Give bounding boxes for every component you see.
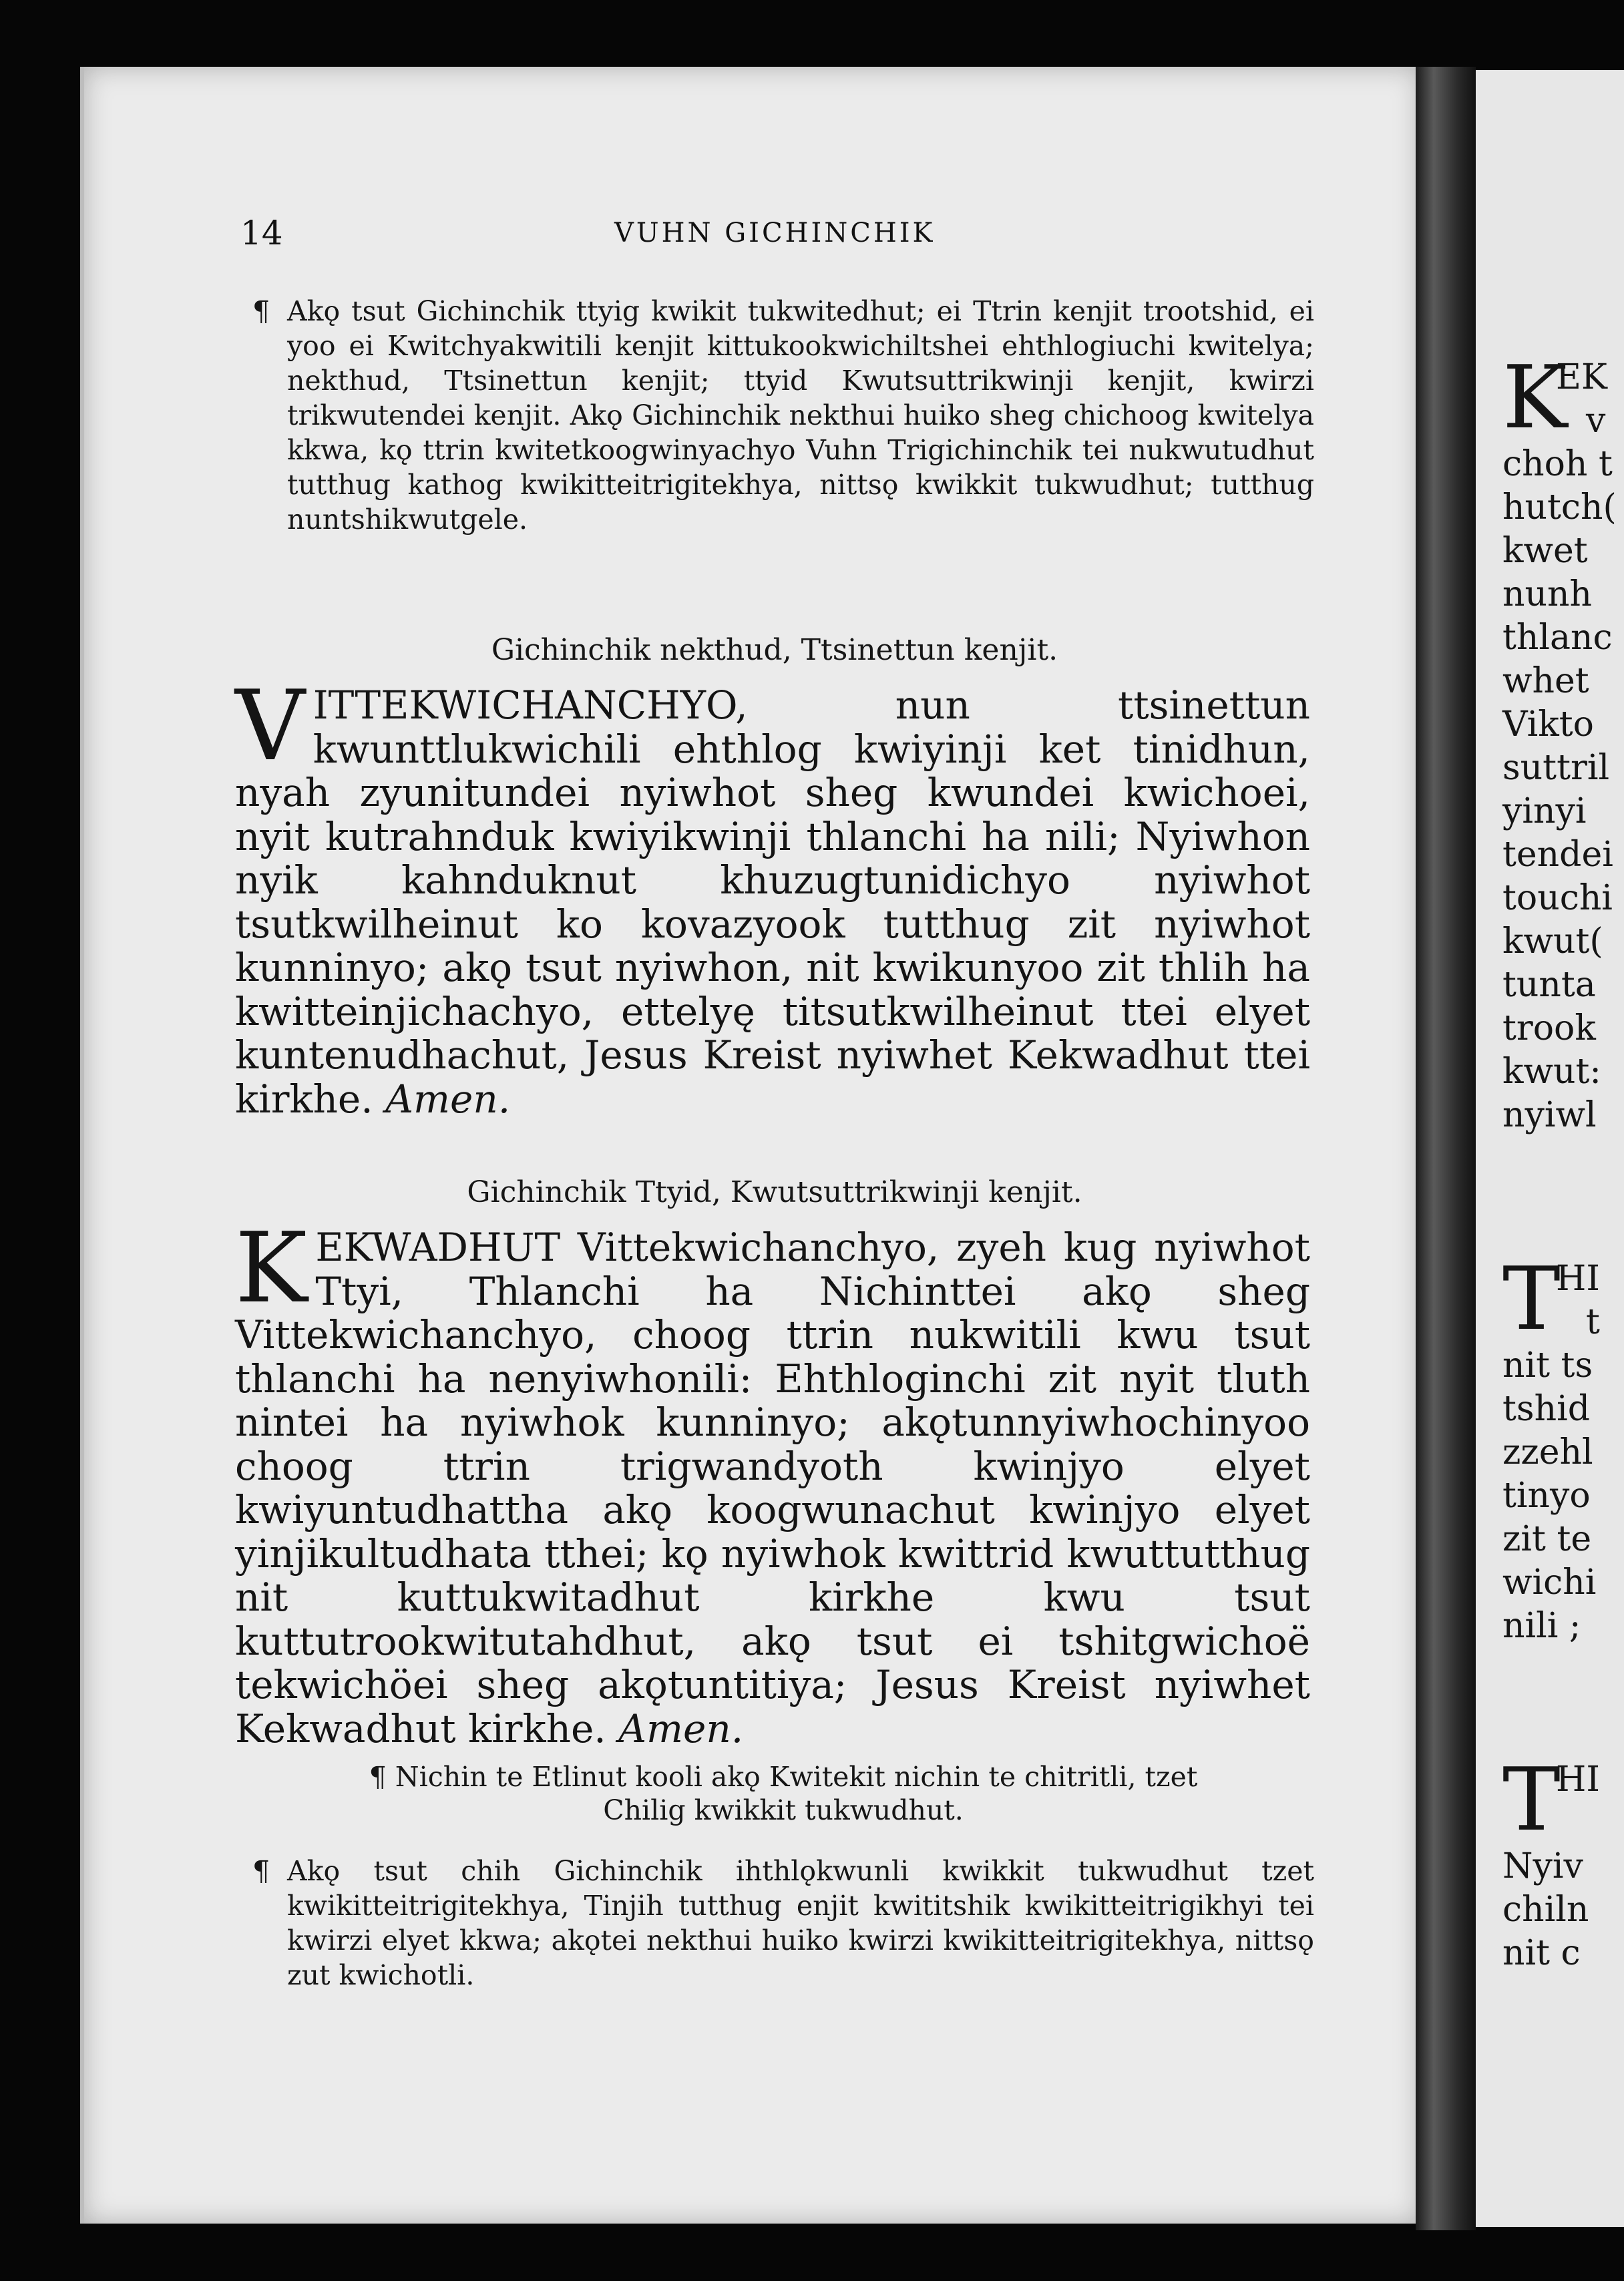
collect-1-text: ITTEKWICHANCHYO, nun ttsinettun kwunttlukwichili ehthlog kwiyinji ket tinidhun, nyah zyunitundei nyiwhot sheg kwundei kwichoei, nyit kutrahnduk kwiyikwinji thlanchi ha nili; Nyiwhon nyik kahnduknut khuzugtunidichyo nyiwhot tsutkwilheinut ko kovazyook tutthug zit nyiwhot kunninyo; akǫ tsut nyiwhon, nit kwikunyoo zit thlih ha kwitteinjichachyo, ettelyę titsutkwilheinut ttei elyet kuntenudhachut, Jesus Kreist nyiwhet Kekwadhut ttei kirkhe. [235, 682, 1310, 1122]
right-line: tunta [1502, 965, 1596, 1005]
page-number: 14 [240, 214, 283, 252]
rubric-3-text: Akǫ tsut chih Gichinchik ihthlǫkwunli kwikkit tukwudhut tzet kwikitteitrigitekhya, Tinjih tutthug enjit kwititshik kwikitteitrigikhyi tei kwirzi elyet kkwa; akǫtei nekthui huiko kwirzi kwikitteitrigitekhya, nittsǫ zut kwichotli. [287, 1855, 1314, 1991]
right-line: hutch( [1502, 487, 1617, 528]
dropcap: K [235, 1212, 308, 1325]
right-line: yinyi [1502, 791, 1587, 831]
right-line: Nyiv [1502, 1846, 1583, 1886]
amen: Amen. [618, 1705, 744, 1751]
rubric-2-line-2: Chilig kwikkit tukwudhut. [603, 1794, 964, 1826]
right-line: t [1586, 1302, 1600, 1342]
rubric-2-line-1: Nichin te Etlinut kooli akǫ Kwitekit nichin te chitritli, tzet [395, 1761, 1198, 1793]
right-line: v [1586, 401, 1606, 441]
right-line: tendei [1502, 835, 1613, 875]
collect-2 [235, 1212, 1310, 1751]
right-line: Vikto [1502, 704, 1594, 745]
dropcap: V [235, 670, 305, 783]
book-gutter [1416, 67, 1476, 2230]
right-dropcap-1: K [1502, 347, 1568, 448]
collect-2-heading: Gichinchik Ttyid, Kwutsuttrikwinji kenjit. [467, 1175, 1082, 1209]
right-dropcap-2: T [1502, 1248, 1561, 1350]
pilcrow-mark: ¶ [252, 295, 270, 327]
amen: Amen. [385, 1076, 511, 1122]
right-line: whet [1502, 661, 1589, 701]
right-line: EK [1556, 357, 1607, 397]
right-line: touchi [1502, 878, 1613, 918]
right-line: nili ; [1502, 1606, 1581, 1646]
running-head [240, 214, 1309, 267]
right-line: thlanc [1502, 618, 1613, 658]
right-line: zzehl [1502, 1432, 1593, 1472]
right-line: kwut: [1502, 1052, 1601, 1092]
right-line: nyiwl [1502, 1095, 1597, 1135]
collect-1 [235, 670, 1310, 1122]
right-line: zit te [1502, 1519, 1592, 1559]
right-line: trook [1502, 1008, 1596, 1048]
right-line: HI [1556, 1759, 1600, 1800]
right-line: nunh [1502, 574, 1592, 614]
right-page-fragment [1476, 70, 1624, 2227]
right-line: kwet [1502, 531, 1588, 571]
pilcrow-mark: ¶ [369, 1761, 387, 1793]
right-line: nit c [1502, 1933, 1581, 1973]
right-line: HI [1556, 1259, 1600, 1299]
rubric-2 [252, 1760, 1314, 1827]
rubric-3 [252, 1854, 1314, 1993]
collect-1-heading: Gichinchik nekthud, Ttsinettun kenjit. [491, 633, 1058, 667]
right-line: kwut( [1502, 921, 1603, 962]
right-line: tinyo [1502, 1476, 1591, 1516]
rubric-1 [252, 294, 1314, 537]
right-line: choh t [1502, 444, 1613, 484]
pilcrow-mark: ¶ [252, 1855, 270, 1887]
right-line: tshid [1502, 1389, 1590, 1429]
right-dropcap-3: T [1502, 1749, 1561, 1850]
right-line: chiln [1502, 1890, 1589, 1930]
right-line: wichi [1502, 1563, 1597, 1603]
collect-2-text: EKWADHUT Vittekwichanchyo, zyeh kug nyiwhot Ttyi, Thlanchi ha Nichinttei akǫ sheg Vittekwichanchyo, choog ttrin nukwitili kwu tsut thlanchi ha nenyiwhonili: Ehthloginchi zit nyit tluth nintei ha nyiwhok kunninyo; akǫtunnyiwhochinyoo choog ttrin trigwandyoth kwinjyo elyet kwiyuntudhattha akǫ koogwunachut kwinjyo elyet yinjikultudhata tthei; kǫ nyiwhok kwittrid kwuttutthug nit kuttukwitadhut kirkhe kwu tsut kuttutrookwitutahdhut, akǫ tsut ei tshitgwichoë tekwichöei sheg akǫtuntitiya; Jesus Kreist nyiwhet Kekwadhut kirkhe. [235, 1225, 1310, 1751]
rubric-1-text: Akǫ tsut Gichinchik ttyig kwikit tukwitedhut; ei Ttrin kenjit trootshid, ei yoo ei Kwitchyakwitili kenjit kittukookwichiltshei ehthlogiuchi kwitelya; nekthud, Ttsinettun kenjit; ttyid Kwutsuttrikwinji kenjit, kwirzi trikwutendei kenjit. Akǫ Gichinchik nekthui huiko sheg chichoog kwitelya kkwa, kǫ ttrin kwitetkoogwinyachyo Vuhn Trigichinchik tei nukwutudhut tutthug kathog kwikitteitrigitekhya, nittsǫ kwikkit tukwudhut; tutthug nuntshikwutgele. [287, 295, 1314, 536]
right-line: suttril [1502, 748, 1610, 788]
right-line: nit ts [1502, 1345, 1593, 1386]
running-title: VUHN GICHINCHIK [614, 218, 936, 248]
